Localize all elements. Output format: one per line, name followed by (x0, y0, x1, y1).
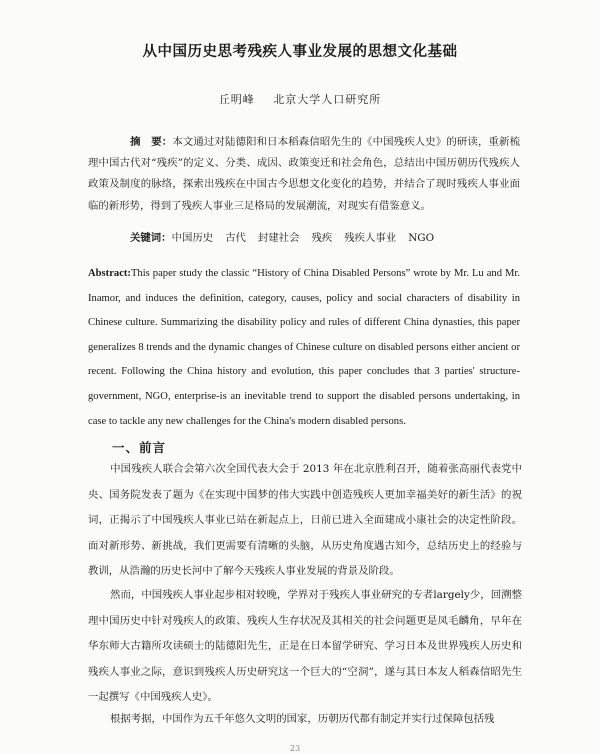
keywords (130, 229, 530, 244)
body-paragraph (88, 707, 522, 737)
paper-title: 从中国历史思考残疾人事业发展的思想文化基础 (142, 43, 458, 60)
keyword: 古代 (225, 232, 246, 244)
paragraph-text: 然而，中国残疾人事业起步相对较晚，学界对于残疾人事业研究的专者largely少，回溯整理中国历史中针对残疾人的政策、残疾人生存状况及其相关的社会问题更是凤毛麟角，早年在华东师大古籍所攻读硕士的陆德阳先生，正是在日本留学研究、学习日本及世界残疾人历史和残疾人事业之际，意识到残疾人历史研究这一个巨大的“空洞”，遂与其日本友人稻森信昭先生一起撰写《中国残疾人史》。 (88, 589, 522, 704)
english-abstract (88, 262, 520, 434)
keyword: 残疾人事业 (344, 232, 397, 244)
english-abstract-text: This paper study the classic “History of China Disabled Persons” wrote by Mr. Lu and Mr. Inamor, and induces the definition, category, causes, policy and social characters of disability in Chinese culture. Summarizing the disability policy and rules of different China dynasties, this paper generalizes 8 trends and the dynamic changes of Chinese culture on disabled persons either ancient or recent. Following the China history and evolution, this paper concludes that 3 parties' structure-government, NGO, enterprise-is an inevitable trend to support the disabled persons undertaking, in case to tackle any new challenges for the China's modern disabled persons. (88, 268, 520, 427)
keyword: 中国历史 (171, 232, 214, 244)
keyword: 残疾 (311, 232, 333, 244)
section-heading: 一、前言 (112, 440, 167, 455)
body-paragraph (88, 457, 522, 585)
chinese-abstract (88, 132, 520, 217)
keywords-label: 关键词： (130, 232, 172, 244)
paragraph-text: 中国残疾人联合会第六次全国代表大会于 2013 年在北京胜利召开，随着张高丽代表党中央、国务院发表了题为《在实现中国梦的伟大实践中创造残疾人更加幸福美好的新生活》的祝词，正揭示了中国残疾人事业已站在新起点上，日前已进入全面建成小康社会的决定性阶段。面对新形势、新挑战，我们更需要有清晰的头脑，从历史角度遇古知今，总结历史上的经验与教训，从浩瀚的历史长河中了解今天残疾人事业发展的背景及阶段。 (88, 463, 522, 578)
author-line (0, 91, 600, 107)
chinese-abstract-text: 本文通过对陆德阳和日本稻森信昭先生的《中国残疾人史》的研读，重新梳理中国古代对“残疾”的定义、分类、成因、政策变迁和社会角色，总结出中国历朝历代残疾人政策及制度的脉络，探索出残疾在中国古今思想文化变化的趋势，并结合了现时残疾人事业面临的新形势，得到了残疾人事业三足格局的发展潮流，对现实有借鉴意义。 (88, 136, 520, 212)
english-abstract-label: Abstract: (88, 268, 131, 279)
paragraph-text: 根据考据，中国作为五千年悠久文明的国家，历朝历代都有制定并实行过保障包括残 (110, 713, 495, 725)
author-name: 丘明峰 (218, 93, 255, 106)
body-paragraph (88, 583, 522, 711)
keyword: NGO (408, 232, 435, 244)
author-affiliation: 北京大学人口研究所 (273, 93, 382, 106)
chinese-abstract-label: 摘 要： (130, 136, 173, 148)
page-number: 23 (290, 744, 301, 753)
keyword: 封建社会 (257, 232, 300, 244)
